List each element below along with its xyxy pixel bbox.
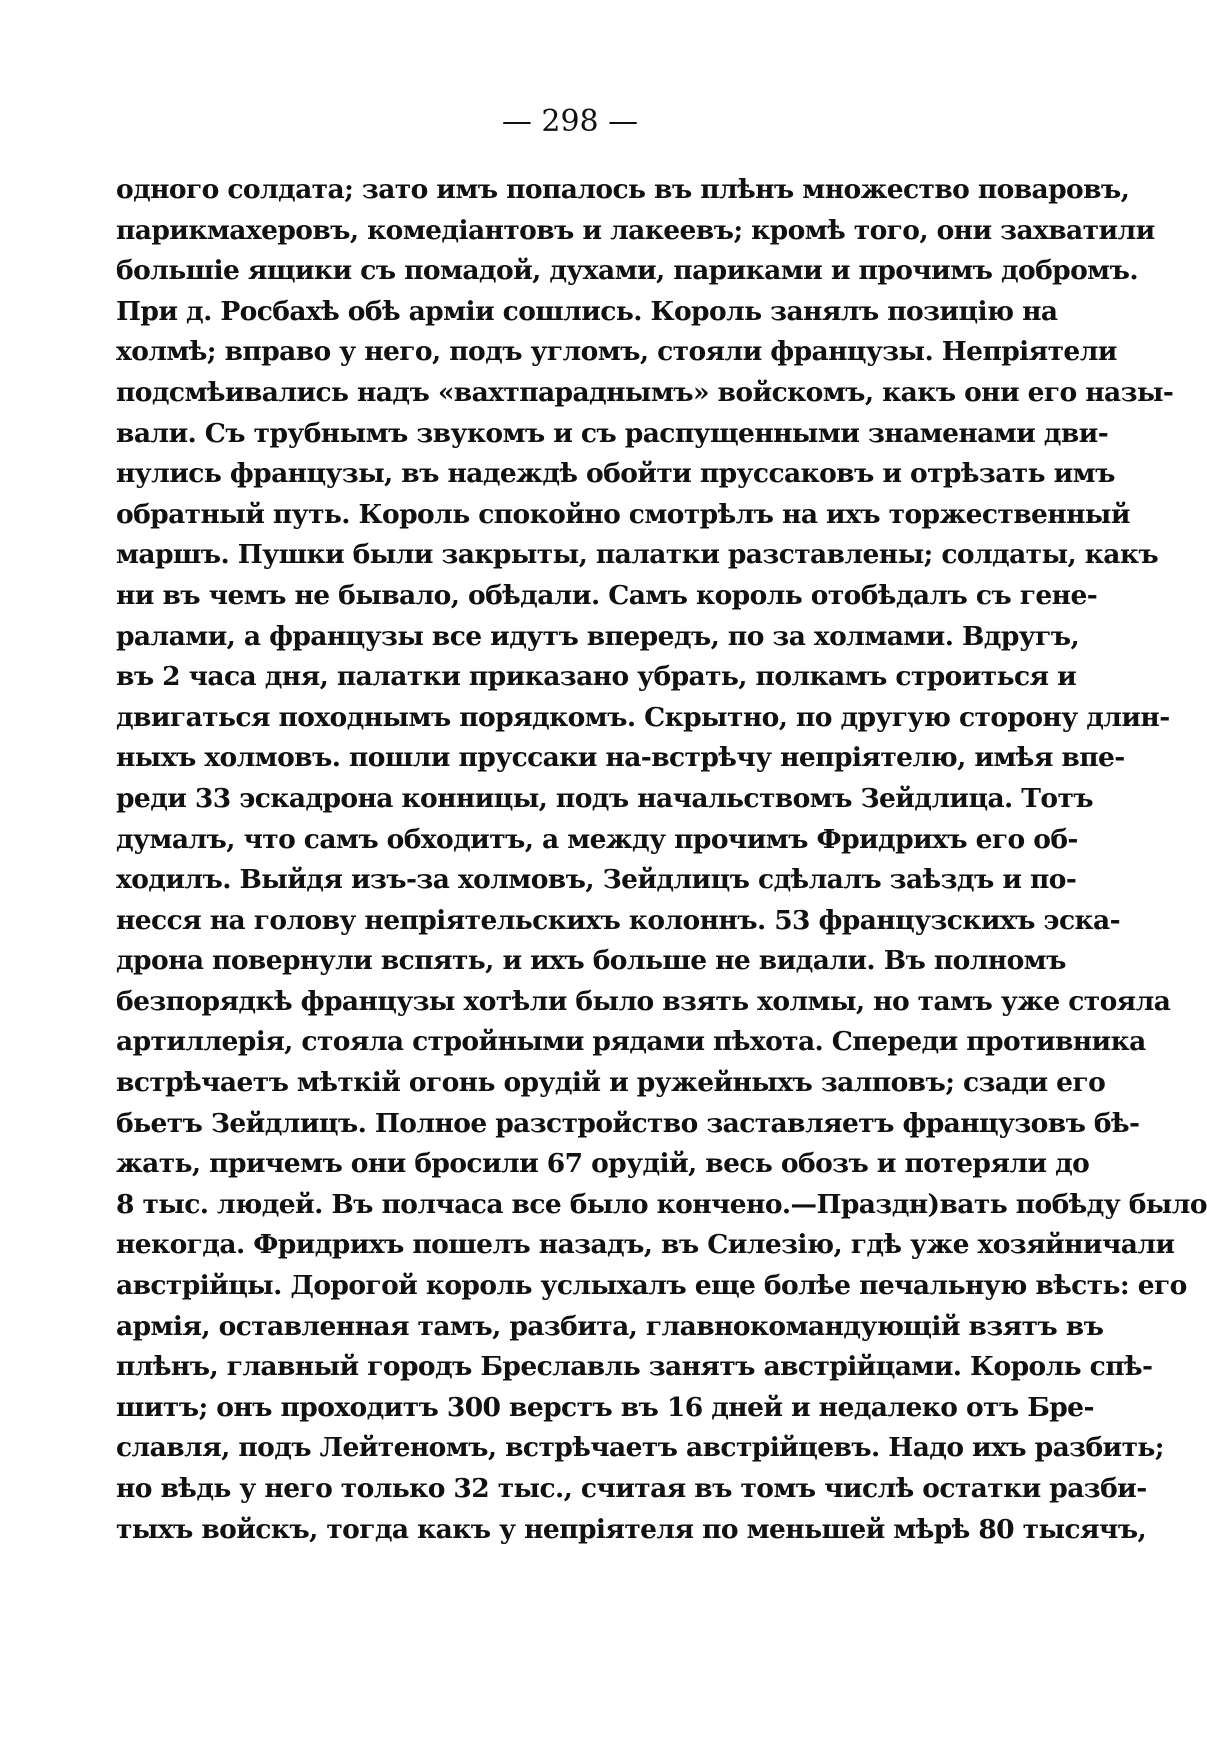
- text-line: ралами, а французы все идутъ впередъ, по за холмами. Вдругъ,: [116, 620, 1080, 652]
- text-line: артиллерія, стояла стройными рядами пѣхота. Спереди противника: [116, 1026, 1146, 1058]
- text-line: но вѣдь у него только 32 тыс., считая въ томъ числѣ остатки разби-: [116, 1473, 1147, 1504]
- text-line: ни въ чемъ не бывало, обѣдали. Самъ король отобѣдалъ съ гене-: [116, 579, 1098, 611]
- text-line: некогда. Фридрихъ пошелъ назадъ, въ Силезію, гдѣ уже хозяйничали: [116, 1229, 1175, 1261]
- text-line: несся на голову непріятельскихъ колоннъ. 53 французскихъ эска-: [116, 904, 1121, 936]
- text-line: безпорядкѣ французы хотѣли было взять холмы, но тамъ уже стояла: [116, 985, 1171, 1017]
- text-line: реди 33 эскадрона конницы, подъ начальствомъ Зейдлица. Тотъ: [116, 782, 1094, 814]
- text-line: 8 тыс. людей. Въ полчаса все было кончено.—Праздн)вать побѣду было: [116, 1188, 1207, 1220]
- text-line: дрона повернули вспять, и ихъ больше не видали. Въ полномъ: [116, 945, 1066, 977]
- text-line: вали. Съ трубнымъ звукомъ и съ распущенными знаменами дви-: [116, 417, 1109, 449]
- text-line: думалъ, что самъ обходитъ, а между прочимъ Фридрихъ его об-: [116, 823, 1078, 855]
- text-line: При д. Росбахѣ обѣ арміи сошлись. Король занялъ позицію на: [116, 295, 1058, 327]
- text-line: въ 2 часа дня, палатки приказано убрать, полкамъ строиться и: [116, 661, 1077, 693]
- text-line: бьетъ Зейдлицъ. Полное разстройство заставляетъ французовъ бѣ-: [116, 1107, 1140, 1139]
- page-number: — 298 —: [501, 104, 639, 139]
- text-line: обратный путь. Король спокойно смотрѣлъ на ихъ торжественный: [116, 498, 1130, 530]
- text-line: ходилъ. Выйдя изъ-за холмовъ, Зейдлицъ сдѣлалъ заѣздъ и по-: [116, 864, 1077, 896]
- text-line: большіе ящики съ помадой, духами, париками и прочимъ добромъ.: [116, 255, 1138, 287]
- text-line: тыхъ войскъ, тогда какъ у непріятеля по меньшей мѣрѣ 80 тысячъ,: [116, 1513, 1147, 1545]
- text-line: австрійцы. Дорогой король услыхалъ еще болѣе печальную вѣсть: его: [116, 1270, 1187, 1302]
- text-line: нулись французы, въ надеждѣ обойти пруссаковъ и отрѣзать имъ: [116, 458, 1115, 490]
- text-line: парикмахеровъ, комедіантовъ и лакеевъ; кромѣ того, они захватили: [116, 214, 1155, 246]
- text-line: армія, оставленная тамъ, разбита, главнокомандующій взятъ въ: [116, 1310, 1104, 1342]
- text-line: шитъ; онъ проходитъ 300 верстъ въ 16 дней и недалеко отъ Бре-: [116, 1391, 1094, 1423]
- text-line: ныхъ холмовъ. пошли пруссаки на-встрѣчу непріятелю, имѣя впе-: [116, 742, 1125, 774]
- text-line: плѣнъ, главный городъ Бреславль занятъ австрійцами. Король спѣ-: [116, 1351, 1153, 1383]
- text-line: одного солдата; зато имъ попалось въ плѣнъ множество поваровъ,: [116, 174, 1130, 205]
- text-line: славля, подъ Лейтеномъ, встрѣчаетъ австрійцевъ. Надо ихъ разбить;: [116, 1432, 1164, 1464]
- text-line: холмѣ; вправо у него, подъ угломъ, стояли французы. Непріятели: [116, 336, 1117, 368]
- text-line: двигаться походнымъ порядкомъ. Скрытно, по другую сторону длин-: [116, 701, 1170, 733]
- text-line: подсмѣивались надъ «вахтпараднымъ» войскомъ, какъ они его назы-: [116, 376, 1174, 408]
- text-line: маршъ. Пушки были закрыты, палатки разставлены; солдаты, какъ: [116, 539, 1159, 571]
- text-line: встрѣчаетъ мѣткій огонь орудій и ружейныхъ залповъ; сзади его: [116, 1067, 1106, 1099]
- text-line: жать, причемъ они бросили 67 орудій, весь обозъ и потеряли до: [116, 1148, 1090, 1180]
- body-text: [116, 170, 1207, 1550]
